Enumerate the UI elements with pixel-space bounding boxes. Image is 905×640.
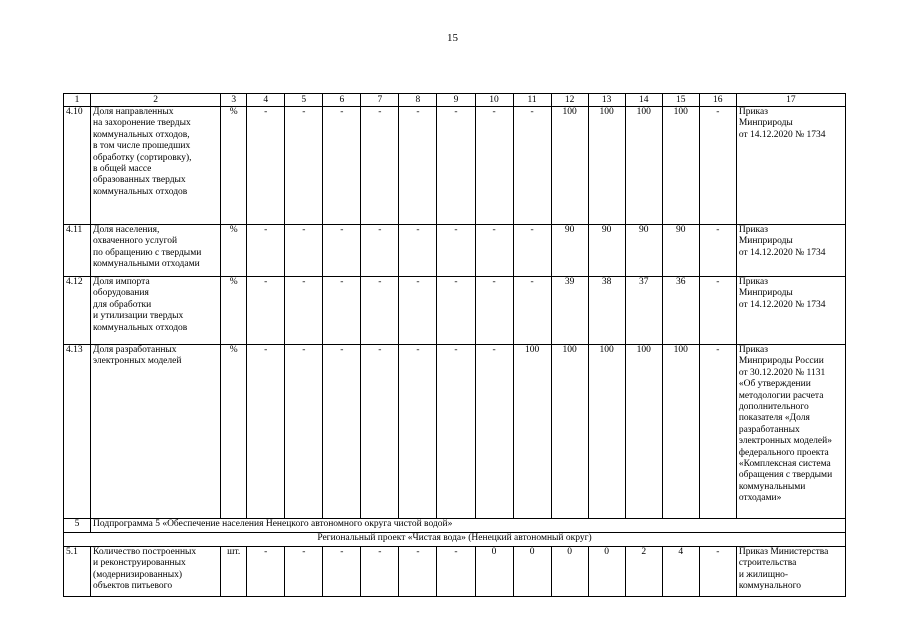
header-cell: 12	[551, 94, 588, 107]
value-cell: -	[699, 277, 736, 345]
value-cell: -	[361, 277, 399, 345]
value-cell: 100	[551, 345, 588, 519]
table-row	[64, 345, 846, 519]
value-cell: -	[247, 277, 285, 345]
value-cell: -	[399, 345, 437, 519]
unit-cell: %	[221, 107, 247, 225]
value-cell: 2	[625, 547, 662, 597]
table-row	[64, 277, 846, 345]
value-cell: 37	[625, 277, 662, 345]
value-cell: 4	[662, 547, 699, 597]
regional-project-row	[64, 533, 846, 547]
header-cell: 11	[513, 94, 551, 107]
value-cell: -	[513, 107, 551, 225]
basis-cell: Приказ Минприроды от 14.12.2020 № 1734	[736, 277, 845, 345]
basis-cell: Приказ Минприроды России от 30.12.2020 № 1131 «Об утверждении методологии расчета дополнительного показателя «Доля разработанных электронных моделей» федерального проекта «Комплексная система обращения с твердыми коммунальными отходами»	[736, 345, 845, 519]
header-row	[64, 94, 846, 107]
value-cell: -	[399, 107, 437, 225]
subprogram-row	[64, 519, 846, 533]
header-cell: 17	[736, 94, 845, 107]
value-cell: -	[399, 277, 437, 345]
table-row	[64, 107, 846, 225]
value-cell: 100	[625, 345, 662, 519]
value-cell: -	[699, 225, 736, 277]
indicators-table	[63, 93, 846, 597]
value-cell: 100	[588, 345, 625, 519]
value-cell: 38	[588, 277, 625, 345]
page-number: 15	[447, 32, 458, 44]
value-cell: -	[437, 107, 475, 225]
value-cell: 100	[662, 345, 699, 519]
indicator-name: Доля населения, охваченного услугой по обращению с твердыми коммунальными отходами	[91, 225, 221, 277]
value-cell: 100	[551, 107, 588, 225]
value-cell: -	[437, 547, 475, 597]
value-cell: -	[437, 225, 475, 277]
regional-project-title: Региональный проект «Чистая вода» (Ненецкий автономный округ)	[64, 533, 846, 547]
value-cell: -	[513, 277, 551, 345]
unit-cell: %	[221, 225, 247, 277]
unit-cell: %	[221, 277, 247, 345]
header-cell: 9	[437, 94, 475, 107]
value-cell: -	[475, 107, 513, 225]
value-cell: -	[399, 547, 437, 597]
value-cell: -	[285, 107, 323, 225]
value-cell: -	[247, 345, 285, 519]
basis-cell: Приказ Министерства строительства и жилищно- коммунального	[736, 547, 845, 597]
value-cell: 39	[551, 277, 588, 345]
header-cell: 7	[361, 94, 399, 107]
value-cell: -	[285, 225, 323, 277]
value-cell: -	[699, 107, 736, 225]
value-cell: -	[285, 345, 323, 519]
indicator-name: Доля импорта оборудования для обработки и утилизации твердых коммунальных отходов	[91, 277, 221, 345]
header-cell: 16	[699, 94, 736, 107]
value-cell: -	[323, 277, 361, 345]
row-number: 5.1	[64, 547, 91, 597]
value-cell: -	[699, 547, 736, 597]
subprogram-title: Подпрограмма 5 «Обеспечение населения Ненецкого автономного округа чистой водой»	[91, 519, 846, 533]
header-cell: 2	[91, 94, 221, 107]
header-cell: 5	[285, 94, 323, 107]
value-cell: 90	[551, 225, 588, 277]
indicator-name: Доля разработанных электронных моделей	[91, 345, 221, 519]
header-cell: 1	[64, 94, 91, 107]
value-cell: 0	[588, 547, 625, 597]
header-cell: 8	[399, 94, 437, 107]
value-cell: 100	[625, 107, 662, 225]
value-cell: -	[361, 345, 399, 519]
value-cell: 100	[662, 107, 699, 225]
value-cell: 36	[662, 277, 699, 345]
value-cell: -	[323, 345, 361, 519]
value-cell: -	[285, 547, 323, 597]
value-cell: 90	[662, 225, 699, 277]
value-cell: -	[361, 225, 399, 277]
table-row	[64, 547, 846, 597]
value-cell: -	[475, 345, 513, 519]
row-number: 4.13	[64, 345, 91, 519]
value-cell: -	[247, 107, 285, 225]
value-cell: -	[361, 547, 399, 597]
header-cell: 15	[662, 94, 699, 107]
value-cell: -	[247, 225, 285, 277]
value-cell: -	[475, 277, 513, 345]
indicator-name: Количество построенных и реконструированных (модернизированных) объектов питьевого	[91, 547, 221, 597]
value-cell: -	[285, 277, 323, 345]
row-number: 4.12	[64, 277, 91, 345]
basis-cell: Приказ Минприроды от 14.12.2020 № 1734	[736, 225, 845, 277]
value-cell: -	[247, 547, 285, 597]
header-cell: 4	[247, 94, 285, 107]
value-cell: -	[699, 345, 736, 519]
row-number: 4.10	[64, 107, 91, 225]
value-cell: 90	[625, 225, 662, 277]
value-cell: -	[475, 225, 513, 277]
value-cell: 100	[513, 345, 551, 519]
value-cell: -	[513, 225, 551, 277]
value-cell: 100	[588, 107, 625, 225]
header-cell: 10	[475, 94, 513, 107]
header-cell: 6	[323, 94, 361, 107]
row-number: 4.11	[64, 225, 91, 277]
value-cell: -	[323, 547, 361, 597]
header-cell: 3	[221, 94, 247, 107]
value-cell: -	[437, 345, 475, 519]
value-cell: -	[323, 225, 361, 277]
value-cell: -	[437, 277, 475, 345]
table-row	[64, 225, 846, 277]
subprogram-number: 5	[64, 519, 91, 533]
value-cell: 0	[475, 547, 513, 597]
value-cell: -	[361, 107, 399, 225]
value-cell: 90	[588, 225, 625, 277]
basis-cell: Приказ Минприроды от 14.12.2020 № 1734	[736, 107, 845, 225]
value-cell: 0	[551, 547, 588, 597]
header-cell: 14	[625, 94, 662, 107]
value-cell: -	[399, 225, 437, 277]
value-cell: -	[323, 107, 361, 225]
unit-cell: %	[221, 345, 247, 519]
indicator-name: Доля направленных на захоронение твердых коммунальных отходов, в том числе прошедших обработку (сортировку), в общей массе образованных твердых коммунальных отходов	[91, 107, 221, 225]
value-cell: 0	[513, 547, 551, 597]
unit-cell: шт.	[221, 547, 247, 597]
header-cell: 13	[588, 94, 625, 107]
